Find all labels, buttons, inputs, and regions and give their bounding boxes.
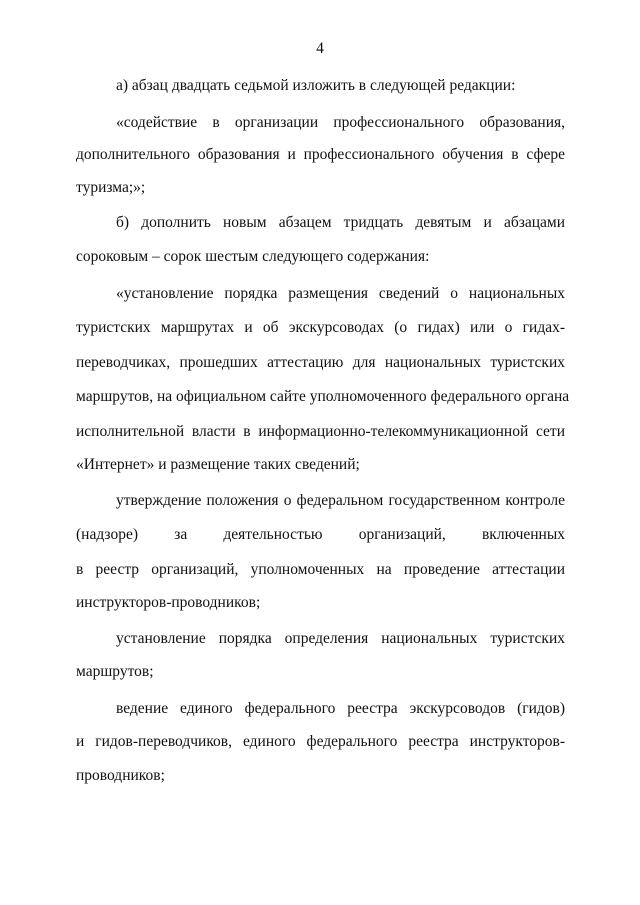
text-line: «установление порядка размещения сведений о национальных: [116, 285, 565, 302]
text-line: исполнительной власти в информационно-телекоммуникационной сети: [76, 423, 565, 440]
text-line: утверждение положения о федеральном государственном контроле: [116, 492, 565, 509]
text-line: установление порядка определения национальных туристских: [116, 630, 565, 647]
text-line: проводников;: [76, 767, 165, 784]
page-number: 4: [316, 40, 324, 57]
text-line: в реестр организаций, уполномоченных на проведение аттестации: [76, 561, 565, 578]
text-line: маршрутов, на официальном сайте уполномоченного федерального органа: [76, 388, 570, 405]
text-line: и гидов-переводчиков, единого федерального реестра инструкторов-: [76, 733, 565, 750]
text-line: переводчиках, прошедших аттестацию для национальных туристских: [76, 354, 565, 371]
text-line: сороковым – сорок шестым следующего содержания:: [76, 248, 430, 265]
text-line: (надзоре) за деятельностью организаций, включенных: [76, 526, 565, 543]
text-line: а) абзац двадцать седьмой изложить в следующей редакции:: [116, 77, 516, 94]
text-line: дополнительного образования и профессионального обучения в сфере: [76, 146, 565, 163]
text-line: «содействие в организации профессионального образования,: [116, 114, 565, 131]
text-line: б) дополнить новым абзацем тридцать девятым и абзацами: [116, 214, 565, 231]
text-line: маршрутов;: [76, 663, 154, 680]
text-line: туристских маршрутах и об экскурсоводах (о гидах) или о гидах-: [76, 319, 565, 336]
text-line: ведение единого федерального реестра экскурсоводов (гидов): [116, 700, 565, 717]
text-line: туризма;»;: [76, 179, 146, 196]
text-line: «Интернет» и размещение таких сведений;: [76, 456, 360, 473]
text-line: инструкторов-проводников;: [76, 594, 261, 611]
